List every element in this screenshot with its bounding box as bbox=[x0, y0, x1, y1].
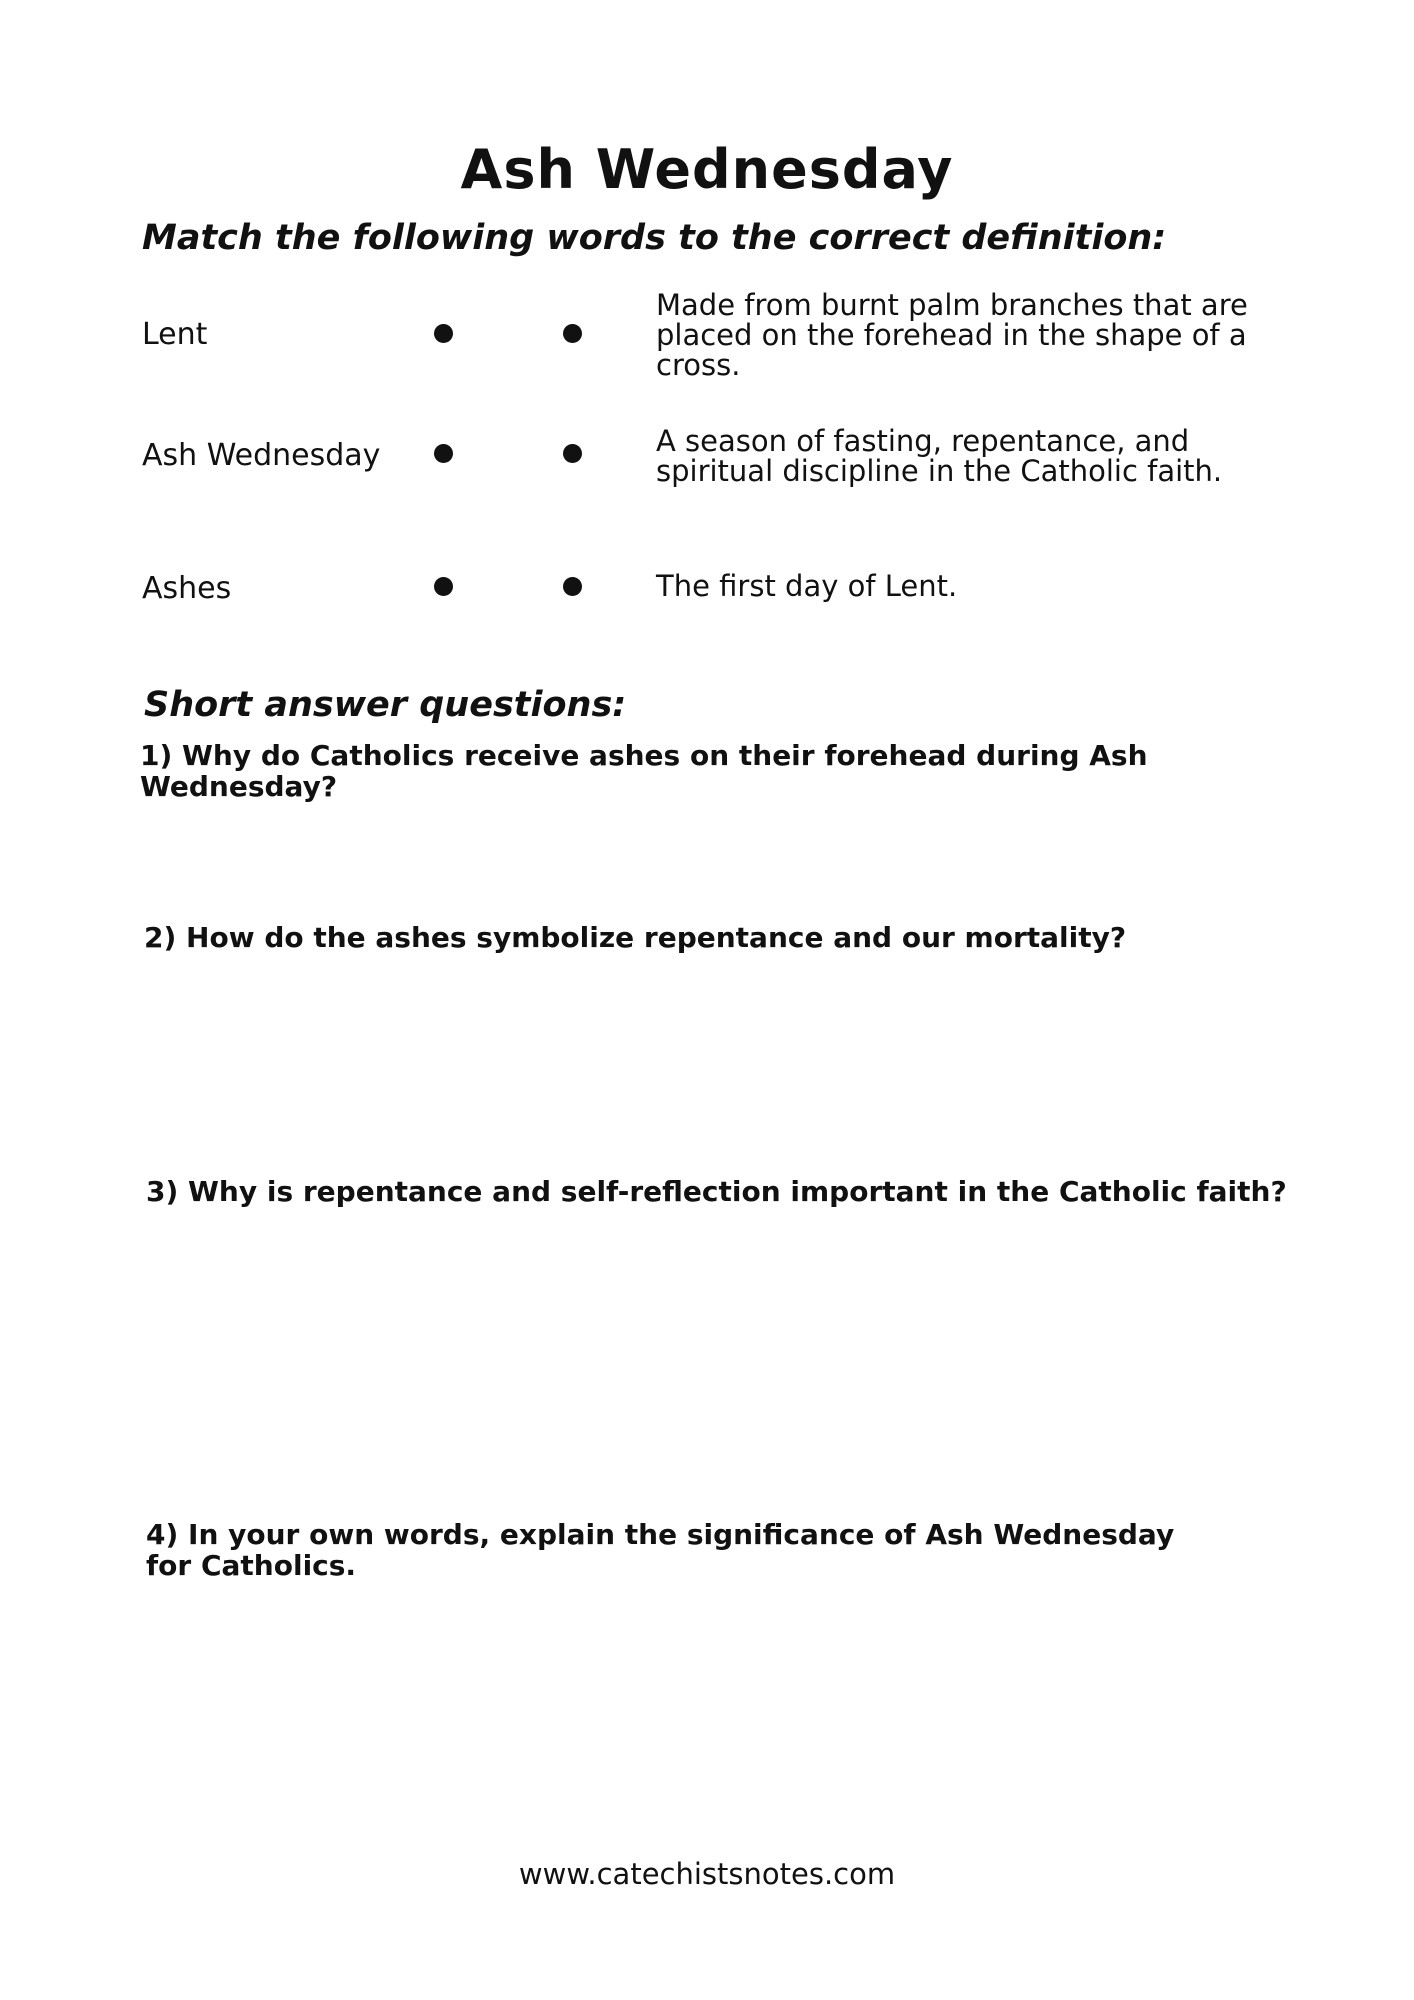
match-word-lent: Lent bbox=[142, 317, 208, 352]
page-title: Ash Wednesday bbox=[460, 138, 954, 201]
match-word-ashes: Ashes bbox=[142, 571, 232, 606]
question-4: 4) In your own words, explain the significance of Ash Wednesday for Catholics. bbox=[146, 1518, 1175, 1582]
match-definition-ashes: Made from burnt palm branches that are placed on the forehead in the shape of a cross. bbox=[656, 288, 1248, 382]
footer-url: www.catechistsnotes.com bbox=[518, 1857, 896, 1891]
definition-connector-dot[interactable] bbox=[563, 444, 582, 463]
question-1: 1) Why do Catholics receive ashes on their forehead during Ash Wednesday? bbox=[140, 739, 1148, 803]
short-answer-heading: Short answer questions: bbox=[144, 685, 627, 725]
match-definition-ash-wednesday: The first day of Lent. bbox=[656, 569, 958, 603]
word-connector-dot[interactable] bbox=[434, 577, 453, 596]
word-connector-dot[interactable] bbox=[434, 324, 453, 343]
word-connector-dot[interactable] bbox=[434, 444, 453, 463]
definition-connector-dot[interactable] bbox=[563, 324, 582, 343]
matching-heading: Match the following words to the correct definition: bbox=[142, 218, 1167, 258]
question-2: 2) How do the ashes symbolize repentance and our mortality? bbox=[144, 921, 1127, 954]
match-word-ash-wednesday: Ash Wednesday bbox=[142, 438, 381, 473]
definition-connector-dot[interactable] bbox=[563, 577, 582, 596]
match-definition-lent: A season of fasting, repentance, and spiritual discipline in the Catholic faith. bbox=[656, 424, 1223, 488]
question-3: 3) Why is repentance and self-reflection important in the Catholic faith? bbox=[146, 1175, 1287, 1208]
